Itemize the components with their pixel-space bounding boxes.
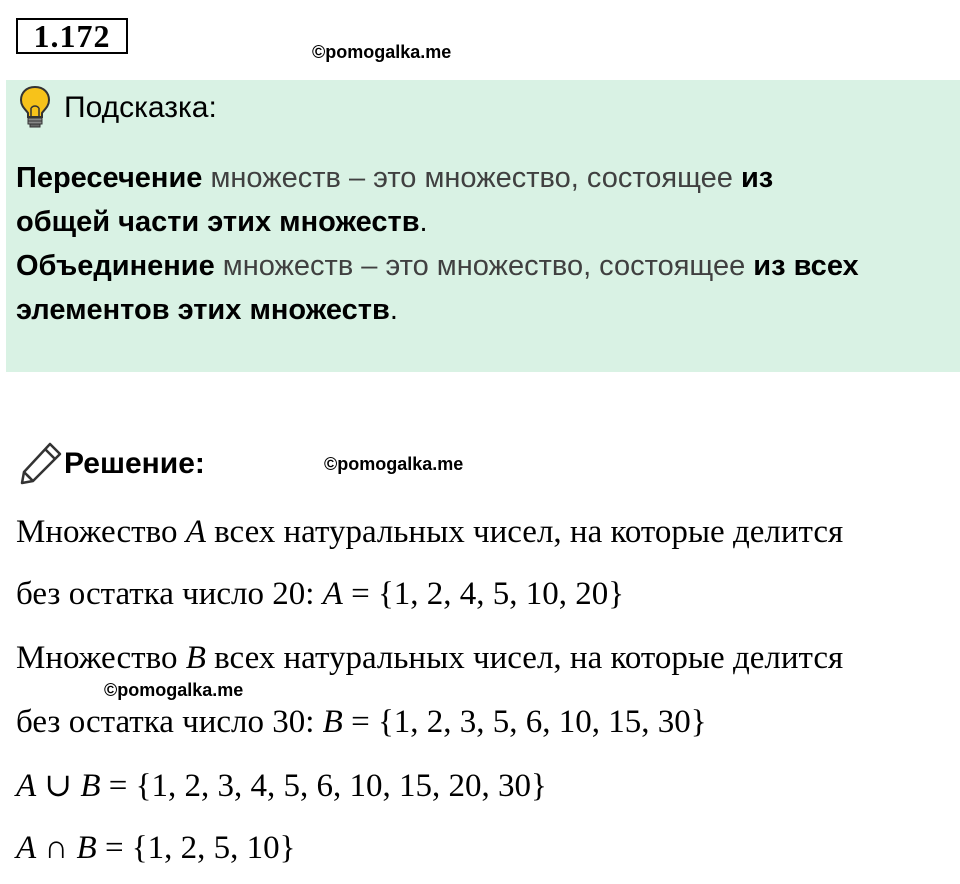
term-intersection: Пересечение [16,162,203,194]
intersection-result: A ∩ B = {1, 2, 5, 10} [16,830,296,866]
hint-line-4: элементов этих множеств. [16,294,398,326]
hint-line-1: Пересечение множеств – это множество, состоящее из [16,162,774,194]
hint-title: Подсказка: [64,91,217,124]
pencil-icon [18,440,64,486]
task-number: 1.172 [16,18,128,54]
hint-definitions [16,156,946,332]
union-symbol: ∪ [36,768,81,804]
lightbulb-icon [18,84,52,130]
hint-line-3: Объединение множеств – это множество, состоящее из всех [16,250,859,282]
watermark: ©pomogalka.me [312,42,452,62]
union-result: A ∪ B = {1, 2, 3, 4, 5, 6, 10, 15, 20, 30} [16,768,547,804]
solution-line-4: без остатка число 30: B = {1, 2, 3, 5, 6, 10, 15, 30} [16,704,707,740]
watermark: ©pomogalka.me [104,680,244,700]
solution-line-3: Множество B всех натуральных чисел, на которые делится [16,640,844,676]
solution-line-2: без остатка число 20: A = {1, 2, 4, 5, 10, 20} [16,576,625,612]
watermark: ©pomogalka.me [324,454,464,474]
solution-line-1: Множество A всех натуральных чисел, на которые делится [16,514,844,550]
intersection-symbol: ∩ [36,830,77,866]
solution-title: Решение: [64,447,205,480]
term-union: Объединение [16,250,215,282]
hint-line-2: общей части этих множеств. [16,206,428,238]
